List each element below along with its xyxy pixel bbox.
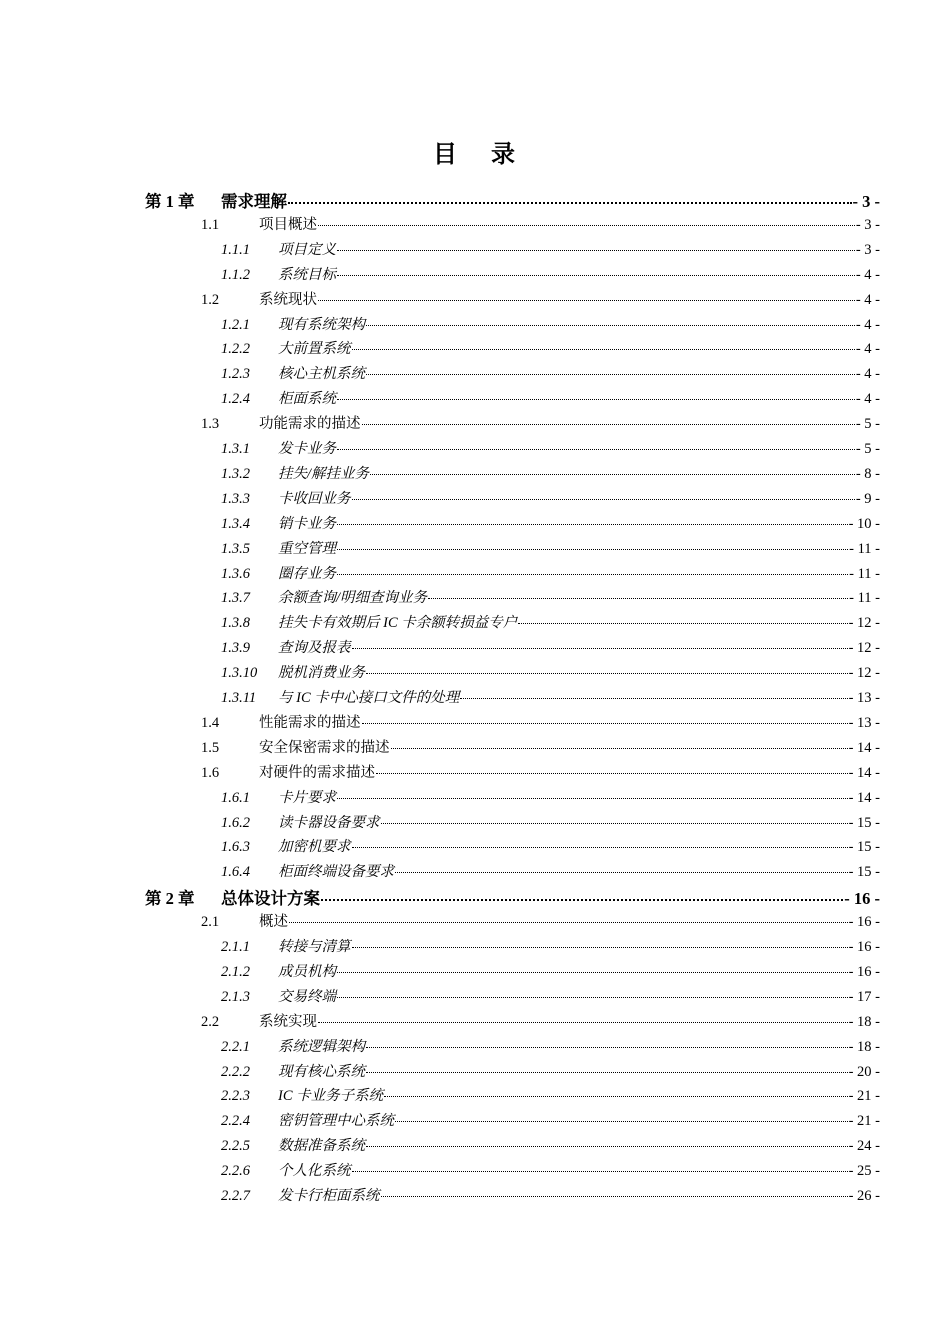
toc-entry-page: - 11 - — [849, 590, 880, 607]
toc-dot-leader — [321, 899, 843, 901]
toc-dot-leader — [381, 1196, 848, 1197]
toc-entry-title: 重空管理 — [278, 540, 336, 557]
toc-entry-page: - 11 - — [849, 565, 880, 582]
toc-dot-leader — [395, 1121, 848, 1122]
toc-entry-number: 1.6.2 — [221, 814, 250, 831]
toc-entry-page: - 4 - — [855, 266, 880, 283]
toc-entry-title: 性能需求的描述 — [259, 714, 361, 731]
toc-entry-number: 1.3.6 — [221, 565, 250, 582]
toc-entry-number: 2.1.1 — [221, 939, 250, 955]
toc-entry-page: - 8 - — [855, 465, 880, 482]
toc-entry-page: - 26 - — [848, 1188, 880, 1204]
toc-dot-leader — [362, 723, 848, 724]
toc-entry[interactable] — [221, 512, 880, 536]
toc-dot-leader — [366, 374, 855, 375]
toc-entry-title: 读卡器设备要求 — [278, 814, 380, 831]
toc-entry-page: - 14 - — [848, 764, 880, 781]
toc-dot-leader — [337, 798, 848, 799]
toc-entry-page: - 4 - — [855, 391, 880, 408]
toc-entry-number: 2.2.5 — [221, 1138, 250, 1155]
toc-entry-page: - 16 - — [848, 939, 880, 955]
toc-entry-number: 2.2.6 — [221, 1163, 250, 1180]
toc-entry-title: 系统现状 — [259, 291, 317, 308]
toc-dot-leader — [337, 549, 848, 550]
toc-entry-number: 1.6.4 — [221, 864, 250, 881]
toc-entry-title: 柜面终端设备要求 — [278, 864, 394, 881]
toc-entry-number: 2.1.2 — [221, 963, 250, 980]
toc-dot-leader — [370, 474, 855, 475]
toc-entry[interactable] — [221, 960, 880, 984]
toc-entry-number: 1.3.8 — [221, 615, 250, 632]
toc-entry-page: - 16 - — [848, 914, 880, 931]
toc-entry-title: 挂失卡有效期后 IC 卡余额转损益专户 — [278, 615, 518, 632]
toc-entry-number: 2.2.1 — [221, 1038, 250, 1055]
toc-entry[interactable] — [201, 761, 880, 785]
toc-entry[interactable] — [201, 213, 880, 237]
toc-entry[interactable] — [221, 611, 880, 635]
page-title — [0, 134, 950, 169]
toc-entry[interactable] — [201, 910, 880, 934]
toc-entry-number: 2.2.4 — [221, 1113, 250, 1130]
toc-entry-title: 脱机消费业务 — [278, 665, 365, 682]
toc-entry-page: - 25 - — [848, 1163, 880, 1180]
toc-dot-leader — [366, 1047, 848, 1048]
toc-entry-page: - 15 - — [848, 864, 880, 881]
toc-entry-page: - 3 - — [855, 216, 880, 233]
toc-entry-number: 2.2 — [201, 1013, 220, 1030]
toc-entry[interactable] — [221, 263, 880, 287]
toc-entry[interactable] — [221, 686, 880, 710]
toc-entry-title: 大前置系统 — [278, 341, 351, 358]
toc-entry-title: 个人化系统 — [278, 1163, 351, 1180]
toc-entry-page: - 24 - — [848, 1138, 880, 1155]
toc-dot-leader — [337, 997, 848, 998]
toc-entry-number: 1.2 — [201, 291, 220, 308]
toc-entry[interactable] — [221, 362, 880, 386]
toc-dot-leader — [352, 349, 855, 350]
toc-entry-number: 2.1.3 — [221, 988, 250, 1005]
toc-entry-number: 1.6.1 — [221, 789, 250, 806]
toc-entry[interactable] — [221, 860, 880, 884]
toc-dot-leader — [352, 499, 855, 500]
toc-entry-page: - 18 - — [848, 1013, 880, 1030]
toc-entry[interactable] — [201, 1010, 880, 1034]
toc-dot-leader — [337, 250, 855, 251]
toc-dot-leader — [288, 202, 852, 204]
toc-entry[interactable] — [201, 412, 880, 436]
toc-entry[interactable] — [145, 885, 880, 909]
toc-entry-page: - 15 - — [848, 814, 880, 831]
toc-entry-page: - 12 - — [848, 640, 880, 657]
toc-dot-leader — [289, 922, 848, 923]
toc-dot-leader — [391, 748, 848, 749]
toc-entry-page: - 10 - — [848, 515, 880, 532]
toc-entry-page: - 14 - — [848, 789, 880, 806]
toc-entry[interactable] — [221, 313, 880, 337]
toc-entry-title: 功能需求的描述 — [259, 416, 361, 433]
title-char-1: 目 — [433, 142, 459, 168]
toc-dot-leader — [381, 823, 848, 824]
toc-entry[interactable] — [221, 786, 880, 810]
toc-entry[interactable] — [221, 238, 880, 262]
toc-entry-number: 1.2.2 — [221, 341, 250, 358]
toc-entry-number: 1.3 — [201, 416, 220, 433]
toc-entry[interactable] — [221, 487, 880, 511]
toc-entry-title: 发卡业务 — [278, 441, 336, 457]
toc-entry[interactable] — [221, 1060, 880, 1084]
toc-entry-number: 1.6 — [201, 764, 220, 781]
title-char-2: 录 — [491, 142, 517, 168]
toc-entry-title: 成员机构 — [278, 963, 336, 980]
toc-dot-leader — [318, 1022, 848, 1023]
toc-entry-title: 卡收回业务 — [278, 490, 351, 507]
toc-entry-page: - 5 - — [855, 416, 880, 433]
toc-entry-title: 项目定义 — [278, 241, 336, 258]
toc-entry-page: - 3 - — [852, 192, 880, 211]
toc-entry-number: 1.4 — [201, 714, 220, 731]
toc-dot-leader — [352, 847, 848, 848]
toc-entry-title: 数据准备系统 — [278, 1138, 365, 1155]
toc-entry-title: 系统逻辑架构 — [278, 1038, 365, 1055]
toc-dot-leader — [428, 598, 848, 599]
toc-entry-title: 加密机要求 — [278, 839, 351, 856]
toc-entry-page: - 3 - — [855, 241, 880, 258]
toc-entry-title: 概述 — [259, 914, 288, 931]
toc-entry-number: 1.2.4 — [221, 391, 250, 408]
toc-entry-title: 需求理解 — [221, 192, 287, 211]
toc-entry-title: 查询及报表 — [278, 640, 351, 657]
toc-entry[interactable] — [221, 387, 880, 411]
toc-entry-number: 1.1.1 — [221, 241, 250, 258]
toc-entry-title: 系统目标 — [278, 266, 336, 283]
toc-entry-page: - 15 - — [848, 839, 880, 856]
toc-dot-leader — [460, 698, 847, 699]
toc-entry-page: - 12 - — [848, 665, 880, 682]
toc-entry-page: - 21 - — [848, 1113, 880, 1130]
toc-entry[interactable] — [221, 935, 880, 959]
toc-entry-title: 转接与清算 — [278, 939, 351, 955]
toc-entry-page: - 4 - — [855, 316, 880, 333]
toc-dot-leader — [318, 225, 855, 226]
toc-entry-title: 圈存业务 — [278, 565, 336, 582]
toc-entry-title: 现有核心系统 — [278, 1063, 365, 1080]
toc-entry-page: - 14 - — [848, 739, 880, 756]
toc-entry-title: 总体设计方案 — [221, 889, 320, 909]
toc-entry-number: 第 2 章 — [145, 889, 195, 909]
toc-dot-leader — [352, 947, 848, 948]
toc-entry-title: 挂失/解挂业务 — [278, 465, 370, 482]
toc-entry-page: - 18 - — [848, 1038, 880, 1055]
toc-entry-title: 销卡业务 — [278, 515, 336, 532]
toc-entry[interactable] — [221, 1109, 880, 1133]
toc-entry-number: 1.1.2 — [221, 266, 250, 283]
toc-entry-number: 1.3.7 — [221, 590, 250, 607]
toc-entry-page: - 11 - — [849, 540, 880, 557]
toc-entry[interactable] — [221, 562, 880, 586]
toc-entry-title: 核心主机系统 — [278, 366, 365, 383]
toc-entry-number: 1.3.11 — [221, 690, 257, 706]
toc-entry-number: 1.3.4 — [221, 515, 250, 532]
toc-entry[interactable] — [221, 636, 880, 660]
toc-entry[interactable] — [145, 188, 880, 212]
toc-dot-leader — [337, 399, 855, 400]
toc-entry-number: 1.2.1 — [221, 316, 250, 333]
toc-entry[interactable] — [221, 1184, 880, 1208]
toc-dot-leader — [318, 300, 855, 301]
toc-entry-title: 密钥管理中心系统 — [278, 1113, 394, 1130]
toc-entry[interactable] — [201, 288, 880, 312]
toc-entry-number: 1.3.2 — [221, 465, 250, 482]
toc-entry-number: 1.1 — [201, 216, 220, 233]
toc-entry[interactable] — [221, 835, 880, 859]
toc-entry-number: 1.3.10 — [221, 665, 258, 682]
toc-entry[interactable] — [221, 337, 880, 361]
toc-entry-number: 2.2.7 — [221, 1188, 250, 1204]
toc-dot-leader — [337, 524, 848, 525]
toc-entry-title: 交易终端 — [278, 988, 336, 1005]
toc-entry-number: 1.2.3 — [221, 366, 250, 383]
toc-entry-number: 1.3.3 — [221, 490, 250, 507]
toc-entry[interactable] — [221, 661, 880, 685]
toc-dot-leader — [518, 623, 847, 624]
toc-entry-title: IC 卡业务子系统 — [278, 1088, 384, 1105]
toc-entry-page: - 20 - — [848, 1063, 880, 1080]
toc-dot-leader — [337, 275, 855, 276]
toc-entry-title: 余额查询/明细查询业务 — [278, 590, 428, 607]
toc-dot-leader — [362, 424, 855, 425]
toc-entry[interactable] — [221, 586, 880, 610]
toc-entry-page: - 17 - — [848, 988, 880, 1005]
toc-dot-leader — [366, 673, 848, 674]
toc-entry-number: 第 1 章 — [145, 192, 195, 211]
toc-entry-number: 2.2.3 — [221, 1088, 250, 1105]
toc-entry-number: 1.3.1 — [221, 441, 250, 457]
toc-entry-page: - 12 - — [848, 615, 880, 632]
toc-dot-leader — [395, 872, 848, 873]
toc-dot-leader — [337, 972, 848, 973]
toc-entry[interactable] — [221, 1159, 880, 1183]
toc-entry-page: - 9 - — [855, 490, 880, 507]
toc-dot-leader — [376, 773, 848, 774]
toc-dot-leader — [366, 1072, 848, 1073]
toc-dot-leader — [337, 574, 848, 575]
toc-entry[interactable] — [221, 985, 880, 1009]
toc-entry-page: - 13 - — [848, 690, 880, 706]
toc-entry-title: 系统实现 — [259, 1013, 317, 1030]
toc-entry-page: - 4 - — [855, 366, 880, 383]
toc-entry[interactable] — [201, 711, 880, 735]
toc-dot-leader — [366, 325, 855, 326]
toc-entry-page: - 16 - — [848, 963, 880, 980]
toc-entry[interactable] — [201, 736, 880, 760]
toc-entry[interactable] — [221, 1035, 880, 1059]
toc-dot-leader — [352, 1171, 848, 1172]
toc-entry-page: - 13 - — [848, 714, 880, 731]
toc-entry[interactable] — [221, 811, 880, 835]
toc-entry-title: 项目概述 — [259, 216, 317, 233]
toc-entry-page: - 5 - — [855, 441, 880, 457]
toc-entry-title: 卡片要求 — [278, 789, 336, 806]
toc-entry-title: 现有系统架构 — [278, 316, 365, 333]
toc-entry-title: 柜面系统 — [278, 391, 336, 408]
toc-entry[interactable] — [221, 1084, 880, 1108]
toc-entry[interactable] — [221, 1134, 880, 1158]
toc-entry-page: - 21 - — [848, 1088, 880, 1105]
toc-entry-title: 对硬件的需求描述 — [259, 764, 375, 781]
toc-dot-leader — [352, 648, 848, 649]
toc-entry-number: 2.2.2 — [221, 1063, 250, 1080]
toc-entry-title: 发卡行柜面系统 — [278, 1188, 380, 1204]
toc-entry-number: 1.3.9 — [221, 640, 250, 657]
toc-entry-number: 1.5 — [201, 739, 220, 756]
toc-entry-number: 2.1 — [201, 914, 220, 931]
toc-dot-leader — [366, 1146, 848, 1147]
toc-entry-page: - 16 - — [844, 889, 880, 909]
toc-entry-title: 与 IC 卡中心接口文件的处理 — [278, 690, 460, 706]
toc-dot-leader — [384, 1096, 847, 1097]
toc-entry[interactable] — [221, 537, 880, 561]
toc-entry-number: 1.3.5 — [221, 540, 250, 557]
toc-entry-number: 1.6.3 — [221, 839, 250, 856]
toc-entry-title: 安全保密需求的描述 — [259, 739, 390, 756]
toc-entry[interactable] — [221, 437, 880, 461]
toc-entry-page: - 4 - — [855, 341, 880, 358]
toc-entry-page: - 4 - — [855, 291, 880, 308]
toc-entry[interactable] — [221, 462, 880, 486]
toc-dot-leader — [337, 449, 855, 450]
